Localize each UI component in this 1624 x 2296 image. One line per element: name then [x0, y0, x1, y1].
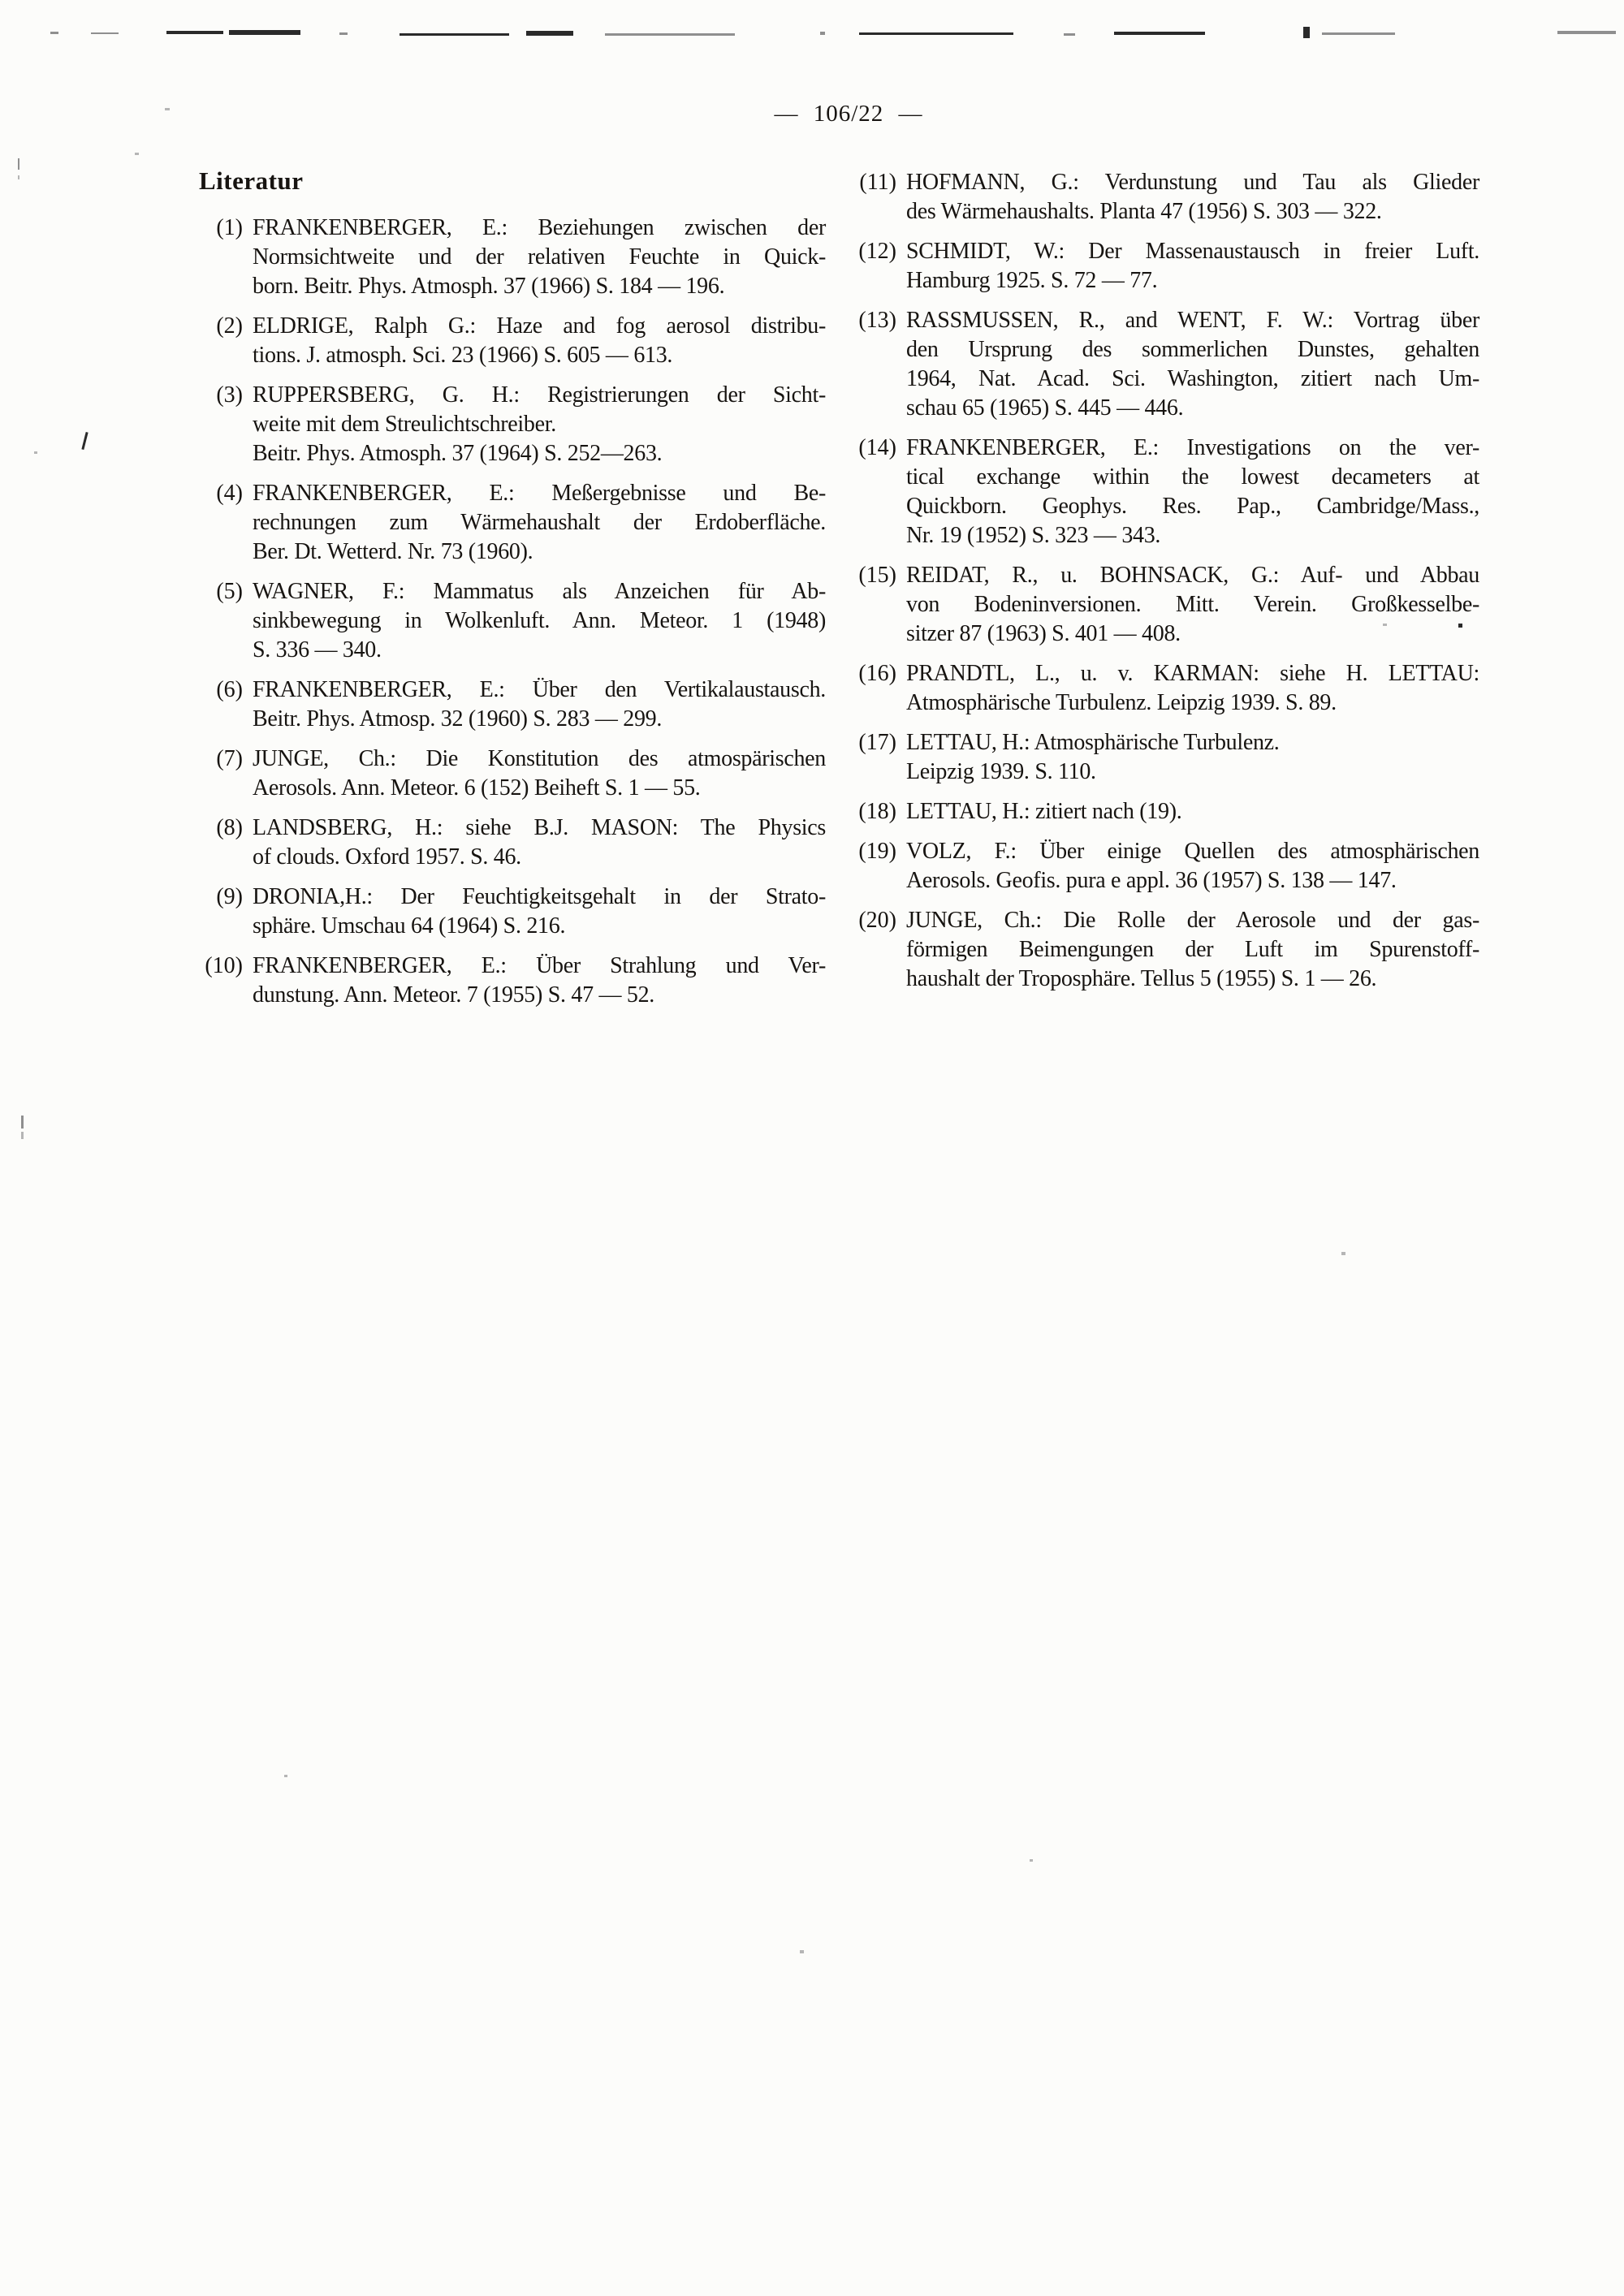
reference-line: Hamburg 1925. S. 72 — 77.	[906, 268, 1158, 293]
reference-line: Aerosols. Ann. Meteor. 6 (152) Beiheft S. 1 — 55.	[253, 775, 701, 801]
reference-line: Normsichtweite und der relativen Feuchte in Quick-	[253, 244, 826, 270]
scan-artifact	[166, 31, 223, 34]
reference-item	[853, 434, 1488, 550]
scan-artifact	[18, 158, 19, 170]
reference-number: (9)	[216, 884, 243, 909]
reference-text	[906, 561, 1479, 649]
reference-text	[906, 168, 1479, 227]
reference-number: (8)	[216, 815, 243, 840]
reference-line: Beitr. Phys. Atmosp. 32 (1960) S. 283 — 299.	[253, 706, 663, 732]
reference-number: (20)	[858, 908, 896, 933]
reference-number: (5)	[216, 579, 243, 604]
scan-artifact	[135, 153, 139, 155]
reference-number: (18)	[858, 799, 896, 824]
reference-line: LANDSBERG, H.: siehe B.J. MASON: The Physics	[253, 815, 826, 840]
reference-text	[253, 381, 826, 468]
reference-number: (19)	[858, 839, 896, 864]
reference-line: DRONIA,H.: Der Feuchtigkeitsgehalt in der Strato-	[253, 884, 826, 909]
reference-text	[253, 312, 826, 370]
reference-line: weite mit dem Streulichtschreiber.	[253, 412, 556, 437]
reference-item	[199, 312, 826, 370]
reference-text	[253, 883, 826, 941]
literatur-heading: Literatur	[199, 166, 304, 195]
scan-artifact	[1064, 33, 1075, 36]
scan-artifact	[1458, 624, 1462, 628]
reference-line: S. 336 — 340.	[253, 637, 382, 662]
scan-artifact	[21, 1132, 24, 1139]
reference-list-left	[199, 214, 826, 1010]
reference-line: JUNGE, Ch.: Die Konstitution des atmospärischen	[253, 746, 826, 771]
reference-line: FRANKENBERGER, E.: Investigations on the ver-	[906, 435, 1479, 460]
reference-number: (4)	[216, 481, 243, 506]
reference-text	[253, 675, 826, 734]
reference-line: LETTAU, H.: zitiert nach (19).	[906, 799, 1182, 824]
reference-item	[853, 659, 1488, 718]
reference-line: LETTAU, H.: Atmosphärische Turbulenz.	[906, 730, 1280, 755]
references-column-right	[853, 168, 1488, 1004]
reference-item	[853, 306, 1488, 423]
scan-artifact	[1114, 32, 1205, 35]
reference-text	[906, 728, 1479, 787]
reference-item	[199, 952, 826, 1010]
reference-line: sitzer 87 (1963) S. 401 — 408.	[906, 621, 1181, 646]
reference-number: (6)	[216, 677, 243, 702]
reference-line: tical exchange within the lowest decameters at	[906, 464, 1479, 490]
reference-item	[199, 744, 826, 803]
reference-line: von Bodeninversionen. Mitt. Verein. Großkesselbe-	[906, 592, 1479, 617]
scan-artifact	[18, 175, 19, 179]
reference-number: (2)	[216, 313, 243, 339]
reference-number: (16)	[858, 661, 896, 686]
reference-number: (14)	[858, 435, 896, 460]
reference-line: förmigen Beimengungen der Luft im Spurenstoff-	[906, 937, 1479, 962]
reference-item	[853, 797, 1488, 826]
reference-line: SCHMIDT, W.: Der Massenaustausch in freier Luft.	[906, 239, 1479, 264]
reference-line: schau 65 (1965) S. 445 — 446.	[906, 395, 1184, 421]
scan-artifact	[1030, 1859, 1033, 1862]
reference-line: ELDRIGE, Ralph G.: Haze and fog aerosol distribu-	[253, 313, 826, 339]
reference-line: haushalt der Troposphäre. Tellus 5 (1955) S. 1 — 26.	[906, 966, 1377, 991]
reference-text	[906, 306, 1479, 423]
scan-artifact	[165, 108, 170, 110]
reference-item	[853, 168, 1488, 227]
scan-artifact	[400, 33, 509, 36]
reference-line: born. Beitr. Phys. Atmosph. 37 (1966) S. 184 — 196.	[253, 274, 725, 299]
reference-line: Beitr. Phys. Atmosph. 37 (1964) S. 252—263.	[253, 441, 663, 466]
scan-artifact	[1322, 32, 1395, 35]
reference-line: FRANKENBERGER, E.: Meßergebnisse und Be-	[253, 481, 826, 506]
reference-item	[199, 214, 826, 301]
reference-line: of clouds. Oxford 1957. S. 46.	[253, 844, 521, 870]
reference-line: des Wärmehaushalts. Planta 47 (1956) S. 303 — 322.	[906, 199, 1382, 224]
reference-item	[199, 381, 826, 468]
reference-line: Aerosols. Geofis. pura e appl. 36 (1957) S. 138 — 147.	[906, 868, 1397, 893]
reference-line: WAGNER, F.: Mammatus als Anzeichen für Ab-	[253, 579, 826, 604]
reference-line: RASSMUSSEN, R., and WENT, F. W.: Vortrag über	[906, 308, 1479, 333]
scan-artifact	[1341, 1252, 1345, 1255]
references-column-left	[199, 166, 826, 1021]
scan-artifact	[81, 432, 88, 450]
reference-text	[906, 906, 1479, 994]
reference-item	[853, 728, 1488, 787]
scan-artifact	[800, 1950, 804, 1953]
reference-line: REIDAT, R., u. BOHNSACK, G.: Auf- und Abbau	[906, 563, 1479, 588]
scan-artifact	[820, 32, 825, 35]
reference-line: VOLZ, F.: Über einige Quellen des atmosphärischen	[906, 839, 1479, 864]
reference-text	[906, 797, 1479, 826]
reference-number: (15)	[858, 563, 896, 588]
reference-item	[199, 479, 826, 567]
reference-line: JUNGE, Ch.: Die Rolle der Aerosole und der gas-	[906, 908, 1479, 933]
reference-item	[853, 837, 1488, 896]
reference-text	[253, 479, 826, 567]
reference-line: dunstung. Ann. Meteor. 7 (1955) S. 47 — 52.	[253, 982, 654, 1008]
scan-artifact	[1383, 624, 1387, 626]
reference-number: (12)	[858, 239, 896, 264]
reference-number: (10)	[205, 953, 243, 978]
reference-line: tions. J. atmosph. Sci. 23 (1966) S. 605 — 613.	[253, 343, 673, 368]
reference-text	[253, 577, 826, 665]
reference-line: FRANKENBERGER, E.: Über Strahlung und Ver-	[253, 953, 826, 978]
reference-line: Nr. 19 (1952) S. 323 — 343.	[906, 523, 1161, 548]
reference-item	[199, 577, 826, 665]
reference-line: rechnungen zum Wärmehaushalt der Erdoberfläche.	[253, 510, 826, 535]
reference-text	[906, 659, 1479, 718]
scan-artifact	[21, 1116, 24, 1129]
scan-artifact	[284, 1775, 287, 1777]
reference-line: Atmosphärische Turbulenz. Leipzig 1939. S. 89.	[906, 690, 1337, 715]
reference-list-right	[853, 168, 1488, 994]
reference-text	[253, 952, 826, 1010]
reference-line: sphäre. Umschau 64 (1964) S. 216.	[253, 913, 566, 939]
scan-artifact	[34, 451, 37, 454]
reference-item	[199, 814, 826, 872]
reference-line: Leipzig 1939. S. 110.	[906, 759, 1096, 784]
reference-item	[853, 906, 1488, 994]
reference-line: RUPPERSBERG, G. H.: Registrierungen der Sicht-	[253, 382, 826, 408]
reference-text	[253, 214, 826, 301]
reference-line: sinkbewegung in Wolkenluft. Ann. Meteor. 1 (1948)	[253, 608, 826, 633]
reference-number: (17)	[858, 730, 896, 755]
reference-number: (11)	[859, 170, 896, 195]
scan-artifact	[859, 32, 1013, 35]
reference-number: (13)	[858, 308, 896, 333]
reference-number: (1)	[216, 215, 243, 240]
reference-text	[253, 744, 826, 803]
reference-text	[906, 837, 1479, 896]
reference-line: Ber. Dt. Wetterd. Nr. 73 (1960).	[253, 539, 533, 564]
reference-line: Quickborn. Geophys. Res. Pap., Cambridge/Mass.,	[906, 494, 1479, 519]
reference-line: 1964, Nat. Acad. Sci. Washington, zitiert nach Um-	[906, 366, 1479, 391]
reference-number: (3)	[216, 382, 243, 408]
page-header	[0, 101, 1624, 127]
reference-line: FRANKENBERGER, E.: Beziehungen zwischen der	[253, 215, 826, 240]
reference-text	[906, 237, 1479, 296]
scan-artifact	[526, 31, 573, 36]
reference-item	[853, 561, 1488, 649]
scan-artifact	[339, 32, 348, 35]
reference-number: (7)	[216, 746, 243, 771]
scan-artifact	[1303, 27, 1310, 38]
scan-artifact	[91, 32, 119, 34]
reference-item	[853, 237, 1488, 296]
reference-line: HOFMANN, G.: Verdunstung und Tau als Glieder	[906, 170, 1479, 195]
reference-line: den Ursprung des sommerlichen Dunstes, gehalten	[906, 337, 1479, 362]
scan-artifact	[229, 30, 300, 35]
reference-item	[199, 675, 826, 734]
reference-line: PRANDTL, L., u. v. KARMAN: siehe H. LETTAU:	[906, 661, 1479, 686]
page-number: — 106/22 —	[774, 101, 923, 127]
reference-item	[199, 883, 826, 941]
scan-artifact	[50, 32, 58, 34]
reference-text	[253, 814, 826, 872]
reference-text	[906, 434, 1479, 550]
scan-artifact	[1557, 31, 1616, 34]
scan-artifact	[605, 33, 735, 36]
reference-line: FRANKENBERGER, E.: Über den Vertikalaustausch.	[253, 677, 826, 702]
